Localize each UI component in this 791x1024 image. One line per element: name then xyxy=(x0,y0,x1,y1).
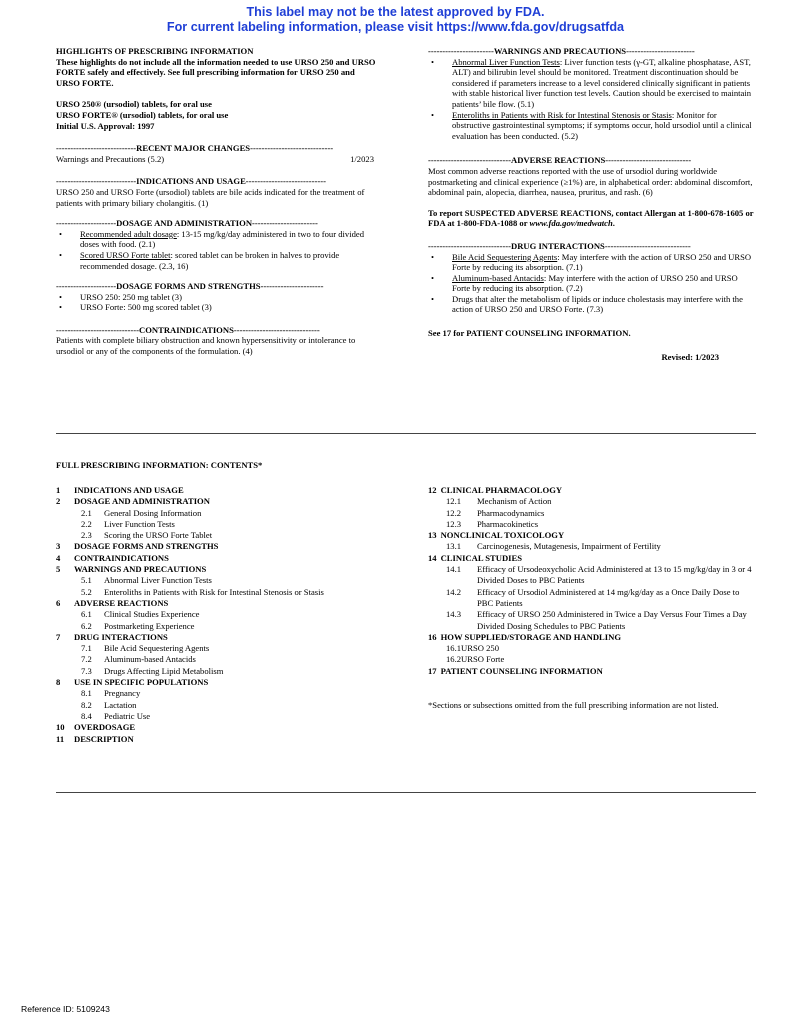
toc-entry-number: 12.2 xyxy=(446,507,462,518)
toc-entry-title: Pharmacokinetics xyxy=(477,518,539,529)
toc-entry-title: Clinical Studies Experience xyxy=(104,609,200,620)
contents-left-column xyxy=(56,485,396,745)
toc-entry[interactable] xyxy=(428,496,755,507)
contraindications-header: -----------------------------CONTRAINDICATIONS------------------------------ xyxy=(56,324,320,335)
toc-entry-number: 2.1 xyxy=(81,507,92,518)
interactions-item-text: Drugs that alter the metabolism of lipids or induce cholestasis may interfere with the action of URSO 250 and URSO Forte. (7.3) xyxy=(452,293,743,315)
toc-entry-number: 8.2 xyxy=(81,699,92,710)
toc-entry[interactable] xyxy=(56,553,396,564)
medwatch-link[interactable]: www.fda.gov/medwatch xyxy=(529,218,613,229)
toc-entry-number: 8 xyxy=(56,677,61,688)
toc-entry-number: 7.3 xyxy=(81,665,92,676)
banner-line-1: This label may not be the latest approved by FDA. xyxy=(246,5,545,19)
forms-item: • URSO 250: 250 mg tablet (3) xyxy=(56,292,378,303)
toc-entry[interactable] xyxy=(56,688,396,699)
adverse-header: -----------------------------ADVERSE REACTIONS------------------------------ xyxy=(428,155,692,166)
forms-header: ---------------------DOSAGE FORMS AND STRENGTHS---------------------- xyxy=(56,281,324,292)
toc-entry[interactable] xyxy=(428,587,755,610)
interactions-item xyxy=(428,252,755,273)
toc-entry-title: DOSAGE AND ADMINISTRATION xyxy=(74,496,210,507)
toc-entry-number: 12 xyxy=(428,485,437,495)
toc-entry-number: 5.1 xyxy=(81,575,92,586)
toc-entry[interactable] xyxy=(56,711,396,722)
toc-entry-title: OVERDOSAGE xyxy=(74,722,136,733)
toc-entry-title: INDICATIONS AND USAGE xyxy=(74,485,184,495)
toc-entry-number: 8.1 xyxy=(81,688,92,699)
recent-changes-row xyxy=(56,154,378,165)
report-text: To report SUSPECTED ADVERSE REACTIONS, contact Allergan at 1-800-678-1605 or FDA at 1-800-FDA-1088 or xyxy=(428,207,754,229)
toc-entry[interactable] xyxy=(428,553,755,564)
warnings-item-label: Abnormal Liver Function Tests xyxy=(452,56,560,67)
toc-entry-title: PATIENT COUNSELING INFORMATION xyxy=(440,665,603,676)
toc-entry[interactable] xyxy=(428,485,755,496)
toc-entry-title: Carcinogenesis, Mutagenesis, Impairment of Fertility xyxy=(477,541,661,552)
toc-entry-number: 13.1 xyxy=(446,541,462,552)
contraindications-text: Patients with complete biliary obstruction and known hypersensitivity or intolerance to ursodiol or any of the components of the formulation. (4) xyxy=(56,335,356,357)
toc-entry[interactable] xyxy=(56,722,396,733)
toc-entry-title: URSO Forte xyxy=(461,654,505,665)
toc-entry-number: 7.2 xyxy=(81,654,92,665)
toc-entry-title: Pediatric Use xyxy=(104,710,151,721)
product-lines xyxy=(56,99,378,131)
toc-entry-number: 16 xyxy=(428,631,437,642)
toc-entry-number: 5.2 xyxy=(81,586,92,597)
toc-entry-number: 14 xyxy=(428,552,437,563)
toc-entry-title: Efficacy of URSO 250 Administered in Twice a Day Versus Four Times a Day Divided Dosing Schedules to PBC Patients xyxy=(477,609,747,631)
divider-top xyxy=(56,433,756,434)
highlights-left-column xyxy=(56,46,378,357)
adverse-text: Most common adverse reactions reported with the use of ursodiol during worldwide postmarketing and clinical experience (≥1%) are, in alphabetical order: abdominal discomfort, abdominal pain, alopecia, diarrhea, nausea, pruritus, and rash. (6) xyxy=(428,165,753,198)
dosage-item-label: Scored URSO Forte tablet xyxy=(80,249,171,260)
fda-label-banner xyxy=(0,5,791,35)
toc-entry-number: 14.1 xyxy=(446,564,462,575)
indications-text: URSO 250 and URSO Forte (ursodiol) tablets are bile acids indicated for the treatment of patients with primary biliary cholangitis. (1) xyxy=(56,186,365,208)
report-end: . xyxy=(612,218,615,229)
dosage-item xyxy=(56,250,378,271)
counseling-note: See 17 for PATIENT COUNSELING INFORMATION. xyxy=(428,328,631,339)
contents-right-column xyxy=(428,485,755,711)
toc-entry[interactable] xyxy=(56,666,396,677)
toc-entry-title: HOW SUPPLIED/STORAGE AND HANDLING xyxy=(440,631,622,642)
toc-entry[interactable] xyxy=(56,654,396,665)
warnings-item xyxy=(428,57,755,110)
toc-entry-title: USE IN SPECIFIC POPULATIONS xyxy=(74,677,209,688)
toc-entry[interactable] xyxy=(56,508,396,519)
toc-entry[interactable] xyxy=(428,609,755,632)
toc-entry[interactable] xyxy=(56,643,396,654)
toc-entry-title: WARNINGS AND PRECAUTIONS xyxy=(74,564,207,575)
toc-entry-title: Liver Function Tests xyxy=(104,518,175,529)
warnings-header: -----------------------WARNINGS AND PRECAUTIONS------------------------ xyxy=(428,46,695,56)
interactions-item-text: : May interfere with the action of URSO 250 and URSO Forte by reducing its absorption. (7.2) xyxy=(452,272,738,294)
initial-approval: Initial U.S. Approval: 1997 xyxy=(56,120,155,131)
highlights-right-column xyxy=(428,46,755,362)
warnings-item-text: : Liver function tests (γ-GT, alkaline phosphatase, AST, ALT) and bilirubin level should be monitored. Treatment discontinuation should be considered if parameters increase to a level considered clinically significant in patients with stable historical liver function test levels. Caution should be exercised to maintain patients’ bile flow. (5.1) xyxy=(452,56,752,109)
toc-entry-number: 14.2 xyxy=(446,586,462,597)
toc-entry[interactable] xyxy=(428,643,755,654)
dosage-item-text: : scored tablet can be broken in halves to provide recommended dosage. (2.3, 16) xyxy=(80,249,340,271)
report-adverse xyxy=(428,208,755,229)
toc-entry-title: ADVERSE REACTIONS xyxy=(74,597,169,608)
dosage-list xyxy=(56,229,378,271)
toc-entry[interactable] xyxy=(428,666,755,677)
toc-entry-title: Drugs Affecting Lipid Metabolism xyxy=(104,665,224,676)
product-line-urso250: URSO 250® (ursodiol) tablets, for oral use xyxy=(56,99,212,110)
toc-entry-title: General Dosing Information xyxy=(104,507,202,518)
warnings-item xyxy=(428,110,755,142)
recent-change-item: Warnings and Precautions (5.2) xyxy=(56,153,165,164)
reference-id: Reference ID: 5109243 xyxy=(21,1004,110,1014)
toc-entry-title: CONTRAINDICATIONS xyxy=(74,552,169,563)
toc-entry-title: Bile Acid Sequestering Agents xyxy=(104,643,210,654)
interactions-header: -----------------------------DRUG INTERACTIONS------------------------------ xyxy=(428,240,691,251)
toc-entry[interactable] xyxy=(56,496,396,507)
toc-entry[interactable] xyxy=(56,541,396,552)
toc-entry-number: 6.1 xyxy=(81,609,92,620)
toc-entry-number: 6 xyxy=(56,597,61,608)
toc-entry[interactable] xyxy=(56,734,396,745)
toc-entry-number: 10 xyxy=(56,722,65,733)
toc-entry-title: Mechanism of Action xyxy=(477,496,552,507)
contents-footnote: *Sections or subsections omitted from the full prescribing information are not listed. xyxy=(428,700,719,711)
toc-entry-title: Aluminum-based Antacids xyxy=(104,654,196,665)
toc-entry-number: 13 xyxy=(428,530,437,541)
dosage-item xyxy=(56,229,378,250)
toc-entry-number: 17 xyxy=(428,665,437,676)
forms-list xyxy=(56,292,378,313)
toc-entry-number: 1 xyxy=(56,485,61,495)
indications-header: ----------------------------INDICATIONS AND USAGE---------------------------- xyxy=(56,176,326,187)
toc-entry-title: Efficacy of Ursodeoxycholic Acid Administered at 13 to 15 mg/kg/day in 3 or 4 Divided Doses to PBC Patients xyxy=(477,564,752,586)
toc-entry[interactable] xyxy=(428,654,755,665)
toc-entry-title: CLINICAL STUDIES xyxy=(440,552,523,563)
dosage-header: ---------------------DOSAGE AND ADMINISTRATION----------------------- xyxy=(56,218,318,229)
toc-entry-title: DESCRIPTION xyxy=(74,733,134,744)
toc-entry[interactable] xyxy=(428,564,755,587)
toc-entry[interactable] xyxy=(56,677,396,688)
interactions-item-text: : May interfere with the action of URSO 250 and URSO Forte by reducing its absorption. (7.1) xyxy=(452,251,752,273)
interactions-item xyxy=(428,294,755,315)
toc-entry-title: Lactation xyxy=(104,699,137,710)
banner-line-2: For current labeling information, please visit https://www.fda.gov/drugsatfda xyxy=(166,20,625,34)
interactions-item xyxy=(428,273,755,294)
toc-entry-title: Postmarketing Experience xyxy=(104,620,195,631)
interactions-list xyxy=(428,252,755,316)
revised-date: Revised: 1/2023 xyxy=(661,351,719,362)
contents-title: FULL PRESCRIBING INFORMATION: CONTENTS* xyxy=(56,460,263,470)
toc-entry-number: 8.4 xyxy=(81,710,92,721)
toc-entry[interactable] xyxy=(56,609,396,620)
toc-entry-number: 2 xyxy=(56,496,61,507)
toc-entry[interactable] xyxy=(428,519,755,530)
toc-entry[interactable] xyxy=(56,575,396,586)
toc-entry-number: 12.3 xyxy=(446,518,462,529)
toc-entry-number: 11 xyxy=(56,733,65,744)
toc-entry[interactable] xyxy=(56,632,396,643)
toc-entry-title: Scoring the URSO Forte Tablet xyxy=(104,530,213,541)
toc-entry-title: Abnormal Liver Function Tests xyxy=(104,575,212,586)
toc-entry[interactable] xyxy=(56,621,396,632)
recent-change-date: 1/2023 xyxy=(350,153,374,164)
toc-entry-number: 7 xyxy=(56,631,61,642)
toc-entry-number: 4 xyxy=(56,552,61,563)
toc-entry-title: NONCLINICAL TOXICOLOGY xyxy=(440,530,565,541)
toc-entry-number: 2.2 xyxy=(81,518,92,529)
toc-entry-number: 5 xyxy=(56,564,61,575)
toc-entry-title: Efficacy of Ursodiol Administered at 14 mg/kg/day as a Once Daily Dose to PBC Patients xyxy=(477,586,740,608)
toc-entry-number: 2.3 xyxy=(81,530,92,541)
toc-entry[interactable] xyxy=(428,632,755,643)
toc-entry-number: 14.3 xyxy=(446,609,462,620)
dosage-item-label: Recommended adult dosage xyxy=(80,228,177,239)
toc-entry[interactable] xyxy=(428,541,755,552)
toc-entry-title: CLINICAL PHARMACOLOGY xyxy=(440,485,563,495)
toc-entry[interactable] xyxy=(56,530,396,541)
toc-entry[interactable] xyxy=(428,508,755,519)
toc-entry[interactable] xyxy=(428,530,755,541)
interactions-item-label: Aluminum-based Antacids xyxy=(452,272,544,283)
warnings-item-text: : Monitor for obstructive gastrointestinal symptoms; if symptoms occur, hold ursodiol until a clinical evaluation has been conducted. (5.2) xyxy=(452,109,752,141)
divider-bottom xyxy=(56,792,756,793)
interactions-item-label: Bile Acid Sequestering Agents xyxy=(452,251,558,262)
toc-entry-title: Pharmacodynamics xyxy=(477,507,545,518)
toc-entry-number: 16.2 xyxy=(446,654,462,665)
toc-entry-number: 7.1 xyxy=(81,643,92,654)
toc-entry[interactable] xyxy=(56,485,396,496)
dosage-item-text: : 13-15 mg/kg/day administered in two to four divided doses with food. (2.1) xyxy=(80,228,365,250)
toc-entry-title: Pregnancy xyxy=(104,688,141,699)
forms-item: • URSO Forte: 500 mg scored tablet (3) xyxy=(56,302,378,313)
toc-entry-number: 16.1 xyxy=(446,643,462,654)
toc-entry-number: 6.2 xyxy=(81,620,92,631)
product-line-ursoforte: URSO FORTE® (ursodiol) tablets, for oral use xyxy=(56,109,229,120)
toc-entry[interactable] xyxy=(56,519,396,530)
toc-entry-title: Enteroliths in Patients with Risk for Intestinal Stenosis or Stasis xyxy=(104,586,324,597)
toc-entry-number: 12.1 xyxy=(446,496,462,507)
toc-entry[interactable] xyxy=(56,598,396,609)
toc-entry-title: DOSAGE FORMS AND STRENGTHS xyxy=(74,541,219,552)
toc-entry-number: 3 xyxy=(56,541,61,552)
toc-entry[interactable] xyxy=(56,700,396,711)
highlights-title: HIGHLIGHTS OF PRESCRIBING INFORMATION xyxy=(56,46,254,56)
warnings-item-label: Enteroliths in Patients with Risk for Intestinal Stenosis or Stasis xyxy=(452,109,672,120)
recent-changes-header: ----------------------------RECENT MAJOR CHANGES----------------------------- xyxy=(56,143,334,154)
toc-entry[interactable] xyxy=(56,564,396,575)
toc-entry-title: DRUG INTERACTIONS xyxy=(74,631,168,642)
toc-entry[interactable] xyxy=(56,587,396,598)
highlights-intro: These highlights do not include all the information needed to use URSO 250 and URSO FORTE safely and effectively. See full prescribing information for URSO 250 and URSO FORTE. xyxy=(56,56,376,88)
toc-entry-title: URSO 250 xyxy=(461,643,500,654)
warnings-list xyxy=(428,57,755,142)
